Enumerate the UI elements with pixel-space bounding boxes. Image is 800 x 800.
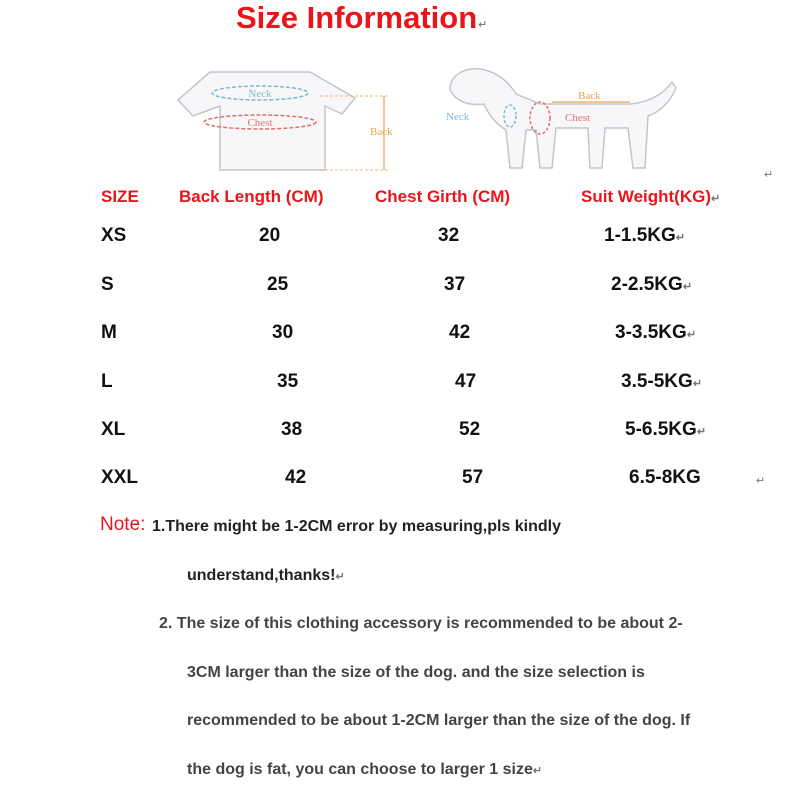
note-label: Note: bbox=[100, 514, 146, 535]
note-line-1: 1.There might be 1-2CM error by measuring,pls kindly bbox=[152, 518, 561, 535]
back-length-cell: 20 bbox=[259, 225, 281, 246]
chest-girth-cell: 52 bbox=[459, 419, 481, 440]
paragraph-mark: ↵ bbox=[756, 475, 766, 487]
chest-girth-cell: 47 bbox=[455, 371, 477, 392]
size-cell: S bbox=[101, 274, 114, 295]
back-length-cell: 38 bbox=[281, 419, 303, 440]
measurement-diagram bbox=[160, 58, 680, 178]
dog-chest-label: Chest bbox=[565, 112, 591, 124]
note-line-4: 3CM larger than the size of the dog. and the size selection is bbox=[187, 664, 645, 681]
back-length-cell: 35 bbox=[277, 371, 299, 392]
shirt-neck-label: Neck bbox=[248, 88, 272, 100]
header-size: SIZE bbox=[101, 187, 139, 206]
size-cell: XXL bbox=[101, 467, 138, 488]
note-line-3: 2. The size of this clothing accessory is recommended to be about 2- bbox=[159, 615, 683, 632]
shirt-back-label: Back bbox=[370, 126, 393, 138]
shirt-illustration bbox=[178, 72, 393, 170]
note-line-6: the dog is fat, you can choose to larger 1 size↵ bbox=[187, 761, 543, 778]
suit-weight-cell: 6.5-8KG bbox=[629, 467, 701, 488]
paragraph-mark: ↵ bbox=[478, 19, 488, 31]
size-cell: XL bbox=[101, 419, 126, 440]
chest-girth-cell: 42 bbox=[449, 322, 471, 343]
size-cell: L bbox=[101, 371, 113, 392]
size-cell: XS bbox=[101, 225, 127, 246]
header-chest-girth: Chest Girth (CM) bbox=[375, 187, 511, 206]
page-title: Size Information↵ bbox=[236, 0, 488, 35]
note-line-5: recommended to be about 1-2CM larger than the size of the dog. If bbox=[187, 712, 691, 729]
paragraph-mark: ↵ bbox=[764, 169, 774, 181]
note-line-2: understand,thanks!↵ bbox=[187, 567, 345, 584]
suit-weight-cell: 3-3.5KG↵ bbox=[615, 322, 697, 343]
dog-back-label: Back bbox=[578, 90, 601, 102]
suit-weight-cell: 2-2.5KG↵ bbox=[611, 274, 693, 295]
chest-girth-cell: 37 bbox=[444, 274, 466, 295]
back-length-cell: 25 bbox=[267, 274, 289, 295]
back-length-cell: 42 bbox=[285, 467, 307, 488]
suit-weight-cell: 1-1.5KG↵ bbox=[604, 225, 686, 246]
suit-weight-cell: 3.5-5KG↵ bbox=[621, 371, 703, 392]
suit-weight-cell: 5-6.5KG↵ bbox=[625, 419, 707, 440]
dog-neck-label: Neck bbox=[446, 111, 470, 123]
back-length-cell: 30 bbox=[272, 322, 294, 343]
shirt-chest-label: Chest bbox=[247, 117, 273, 129]
header-back-length: Back Length (CM) bbox=[179, 187, 324, 206]
chest-girth-cell: 57 bbox=[462, 467, 484, 488]
size-cell: M bbox=[101, 322, 117, 343]
chest-girth-cell: 32 bbox=[438, 225, 460, 246]
header-suit-weight: Suit Weight(KG)↵ bbox=[581, 187, 721, 206]
dog-illustration bbox=[446, 69, 676, 168]
